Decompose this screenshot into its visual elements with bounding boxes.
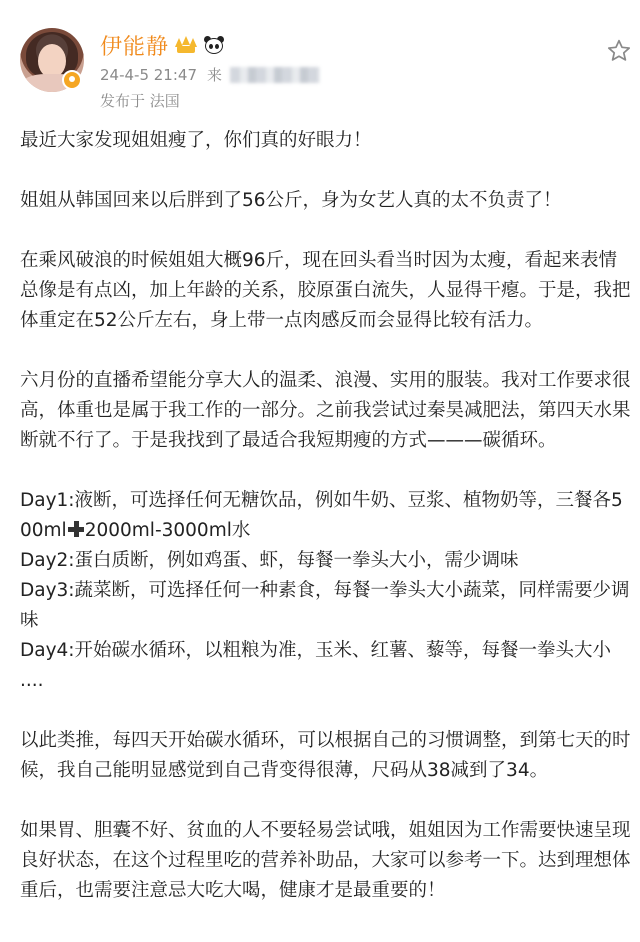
day1-water: 2000ml-3000ml水 <box>84 520 251 541</box>
post-header <box>0 0 640 125</box>
username-row <box>100 30 225 60</box>
panda-icon <box>203 34 225 56</box>
verified-badge-icon <box>62 70 82 90</box>
day-plan-item <box>20 486 632 546</box>
post-paragraph: 如果胃、胆囊不好、贫血的人不要轻易尝试哦，姐姐因为工作需要快速呈现良好状态，在这个过程里吃的营养补助品，大家可以参考一下。达到理想体重后，也需要注意忌大吃大喝，健康才是最重要的！ <box>20 820 631 901</box>
ellipsis: .... <box>20 670 44 691</box>
day-plan-item: Day2:蛋白质断，例如鸡蛋、虾，每餐一拳头大小，需少调味 <box>20 550 519 571</box>
plus-icon <box>67 520 85 538</box>
username[interactable]: 伊能静 <box>100 34 170 60</box>
avatar-face <box>38 44 66 78</box>
day-plan-item: Day4:开始碳水循环，以粗粮为准，玉米、红薯、藜等，每餐一拳头大小 <box>20 640 612 661</box>
day-plan-item: Day3:蔬菜断，可选择任何一种素食，每餐一拳头大小蔬菜，同样需要少调味 <box>20 580 630 631</box>
post-paragraph: 姐姐从韩国回来以后胖到了56公斤，身为女艺人真的太不负责了！ <box>20 190 562 211</box>
post-timestamp: 24-4-5 21:47 <box>100 65 197 84</box>
post-paragraph: 六月份的直播希望能分享大人的温柔、浪漫、实用的服装。我对工作要求很高，体重也是属于我工作的一部分。之前我尝试过秦昊减肥法，第四天水果断就不行了。于是我找到了最适合我短期瘦的方式———碳循环。 <box>20 370 631 451</box>
post-paragraph: 最近大家发现姐姐瘦了，你们真的好眼力！ <box>20 130 372 151</box>
post-location: 发布于 法国 <box>100 92 180 110</box>
post-meta <box>100 64 320 85</box>
star-icon[interactable] <box>606 38 632 64</box>
post-paragraph: 在乘风破浪的时候姐姐大概96斤，现在回头看当时因为太瘦，看起来表情总像是有点凶，加上年龄的关系，胶原蛋白流失，人显得干瘪。于是，我把体重定在52公斤左右，身上带一点肉感反而会显得比较有活力。 <box>20 250 631 331</box>
post-source-label: 来 <box>207 66 223 84</box>
day1-text: Day1:液断，可选择任何无糖饮品，例如牛奶、豆浆、植物奶等，三餐各500ml <box>20 490 623 541</box>
post-body <box>20 126 632 906</box>
post-paragraph: 以此类推，每四天开始碳水循环，可以根据自己的习惯调整，到第七天的时候，我自己能明显感觉到自己背变得很薄，尺码从38减到了34。 <box>20 730 631 781</box>
crown-icon <box>175 36 197 54</box>
post-source-blurred <box>230 67 320 83</box>
